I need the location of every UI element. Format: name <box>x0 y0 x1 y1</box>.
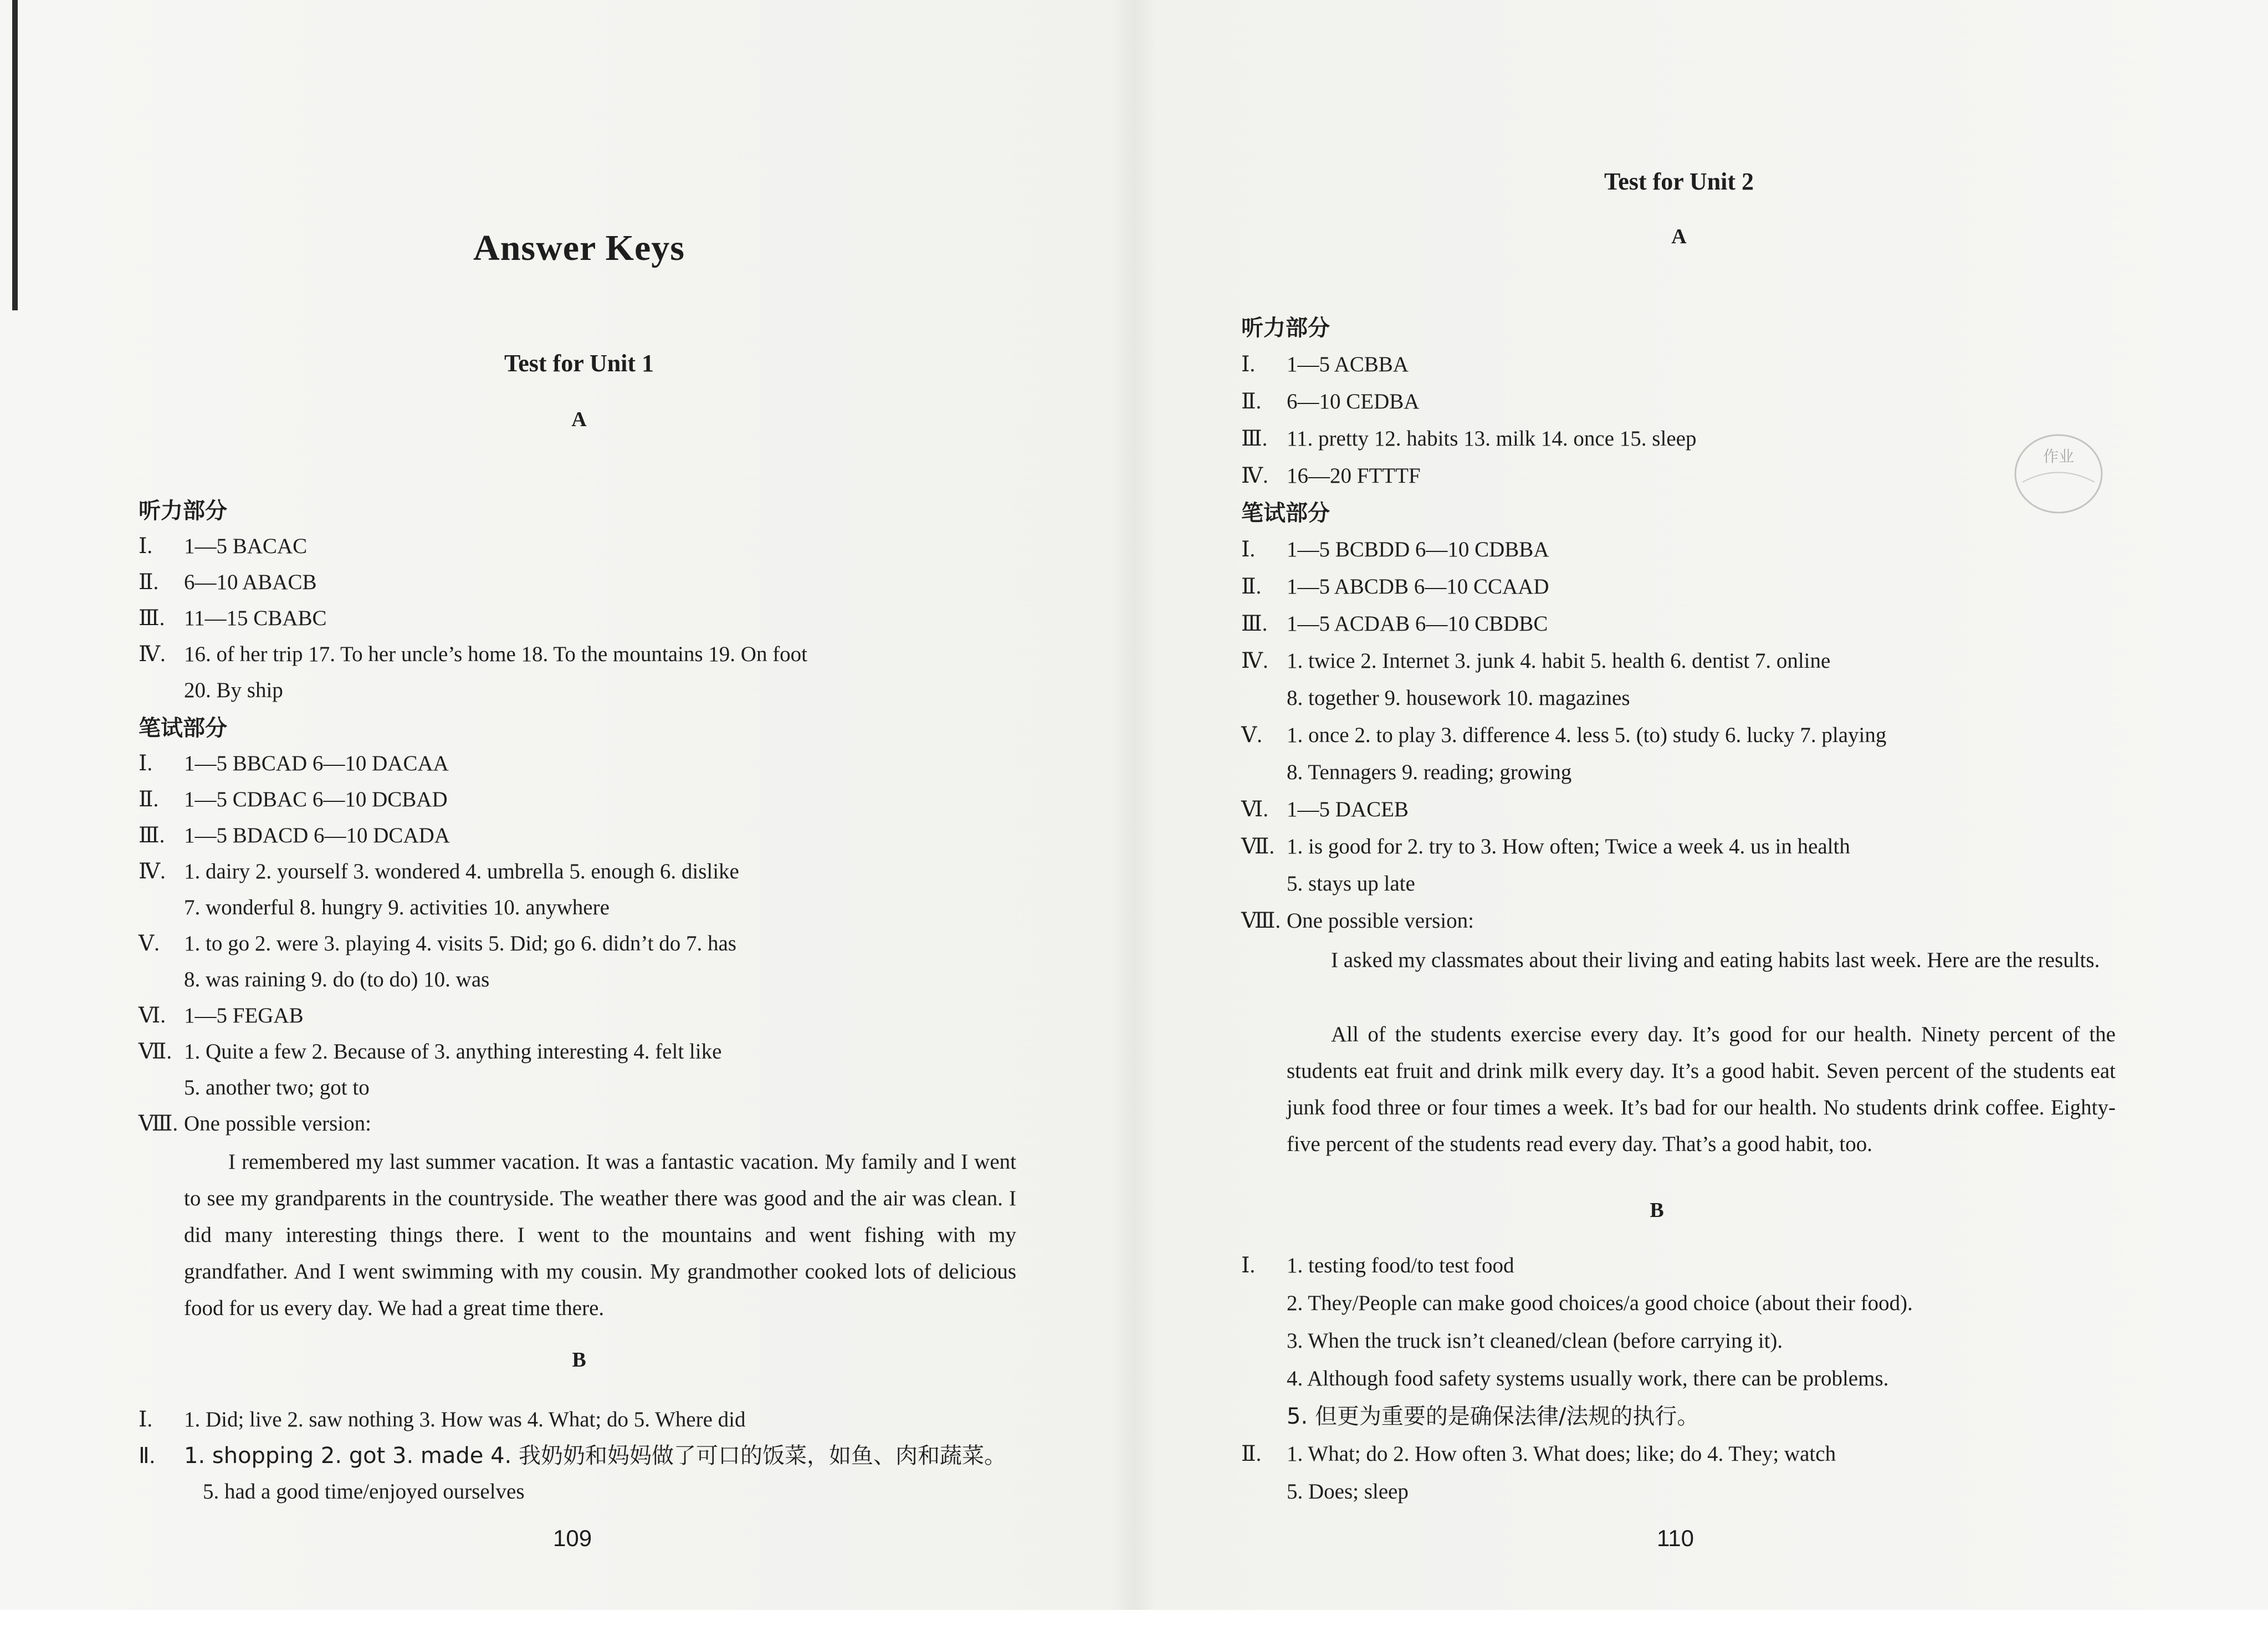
section-a-label: A <box>1671 225 1687 248</box>
answer-line: 5. Does; sleep <box>1287 1480 1409 1503</box>
answer-line: Ⅲ. 1—5 ACDAB 6—10 CBDBC <box>1241 612 1548 636</box>
essay-paragraph: I remembered my last summer vacation. It was a fantastic vacation. My family and I went to see my grandparents in the countryside. The weather there was good and the air was clean. I did many interesting things there. I went to the mountains and went fishing with my grandfather. And I went swimming with my cousin. My grandmother cooked lots of delicious food for us every day. We had a great time there. <box>184 1150 1016 1320</box>
answer-line: 5. another two; got to <box>184 1076 370 1099</box>
answer-line: Ⅱ. 1—5 ABCDB 6—10 CCAAD <box>1241 575 1549 599</box>
answer-line: 5. stays up late <box>1287 872 1415 896</box>
answer-line: 4. Although food safety systems usually work, there can be problems. <box>1287 1367 1889 1390</box>
answer-line: 20. By ship <box>184 678 283 702</box>
right-page <box>1241 0 2139 1610</box>
answer-line: Ⅷ. One possible version: <box>1241 909 1474 933</box>
section-b-label: B <box>1650 1199 1664 1222</box>
stamp-watermark <box>2011 429 2106 518</box>
answer-line: Ⅰ. 1—5 ACBBA <box>1241 352 1409 376</box>
answer-line: Ⅰ. 1—5 BACAC <box>139 534 308 558</box>
answer-line: Ⅷ. One possible version: <box>139 1112 371 1135</box>
answer-line: 8. was raining 9. do (to do) 10. was <box>184 968 490 991</box>
writing-heading: 笔试部分 <box>1241 500 1330 526</box>
page-number: 109 <box>553 1525 592 1551</box>
answer-line: Ⅳ. 1. dairy 2. yourself 3. wondered 4. umbrella 5. enough 6. dislike <box>139 860 739 883</box>
answer-line: Ⅳ. 1. twice 2. Internet 3. junk 4. habit 5. health 6. dentist 7. online <box>1241 649 1831 673</box>
essay-paragraph: I asked my classmates about their living and eating habits last week. Here are the results. <box>1331 948 2100 972</box>
answer-line: 5. 但更为重要的是确保法律/法规的执行。 <box>1287 1404 1699 1429</box>
section-a-label: A <box>571 408 587 431</box>
essay-paragraph: All of the students exercise every day. It’s good for our health. Ninety percent of the students eat fruit and drink milk every day. It’s a good habit. Seven percent of the students eat junk food three or four times a week. It’s bad for our health. No students drink coffee. Eighty-five percent of the students read every day. That’s a good habit, too. <box>1287 1022 2116 1156</box>
answer-line: Ⅴ. 1. once 2. to play 3. difference 4. less 5. (to) study 6. lucky 7. playing <box>1241 723 1887 747</box>
unit-title: Test for Unit 1 <box>504 350 654 377</box>
answer-line: Ⅱ. 1. What; do 2. How often 3. What does; like; do 4. They; watch <box>1241 1442 1836 1466</box>
answer-line: Ⅱ. 1—5 CDBAC 6—10 DCBAD <box>139 787 448 811</box>
stamp-text: 作业 <box>2042 447 2075 466</box>
answer-line: Ⅶ. 1. Quite a few 2. Because of 3. anything interesting 4. felt like <box>139 1040 722 1063</box>
answer-line: 2. They/People can make good choices/a good choice (about their food). <box>1287 1291 1913 1315</box>
answer-line: Ⅰ. 1. Did; live 2. saw nothing 3. How was 4. What; do 5. Where did <box>139 1408 746 1431</box>
answer-line: Ⅴ. 1. to go 2. were 3. playing 4. visits 5. Did; go 6. didn’t do 7. has <box>139 932 736 955</box>
answer-line: Ⅲ. 1—5 BDACD 6—10 DCADA <box>139 824 450 847</box>
answer-line: Ⅱ. 6—10 ABACB <box>139 570 317 594</box>
answer-line: Ⅳ. 16—20 FTTTF <box>1241 464 1421 488</box>
answer-line: Ⅲ. 11. pretty 12. habits 13. milk 14. once 15. sleep <box>1241 427 1697 451</box>
page-number: 110 <box>1657 1525 1694 1551</box>
answer-line: 8. together 9. housework 10. magazines <box>1287 686 1630 710</box>
answer-line: 5. had a good time/enjoyed ourselves <box>203 1480 525 1503</box>
answer-line: Ⅰ. 1. testing food/to test food <box>1241 1254 1514 1277</box>
page-title: Answer Keys <box>473 228 685 268</box>
answer-line: Ⅲ. 11—15 CBABC <box>139 606 327 630</box>
listening-heading: 听力部分 <box>139 498 227 524</box>
scan-margin <box>0 1610 2268 1647</box>
answer-line: Ⅳ. 16. of her trip 17. To her uncle’s home 18. To the mountains 19. On foot <box>139 642 808 666</box>
unit-title: Test for Unit 2 <box>1604 168 1754 195</box>
left-page <box>139 0 1020 1610</box>
answer-line: 8. Tennagers 9. reading; growing <box>1287 760 1572 784</box>
answer-line: Ⅵ. 1—5 DACEB <box>1241 797 1409 821</box>
answer-line: Ⅵ. 1—5 FEGAB <box>139 1004 304 1027</box>
writing-heading: 笔试部分 <box>139 715 227 741</box>
answer-line: 3. When the truck isn’t cleaned/clean (before carrying it). <box>1287 1329 1783 1353</box>
answer-line: Ⅱ. 6—10 CEDBA <box>1241 390 1420 413</box>
answer-line: Ⅰ. 1—5 BBCAD 6—10 DACAA <box>139 751 449 775</box>
binding-edge <box>12 0 18 310</box>
listening-heading: 听力部分 <box>1241 315 1330 341</box>
answer-line: Ⅱ. 1. shopping 2. got 3. made 4. 我奶奶和妈妈做了可口的饭菜，如鱼、肉和蔬菜。 <box>139 1443 1006 1469</box>
answer-line: Ⅰ. 1—5 BCBDD 6—10 CDBBA <box>1241 538 1549 561</box>
section-b-label: B <box>572 1348 586 1372</box>
answer-line: 7. wonderful 8. hungry 9. activities 10. anywhere <box>184 896 610 919</box>
answer-line: Ⅶ. 1. is good for 2. try to 3. How often; Twice a week 4. us in health <box>1241 835 1850 858</box>
